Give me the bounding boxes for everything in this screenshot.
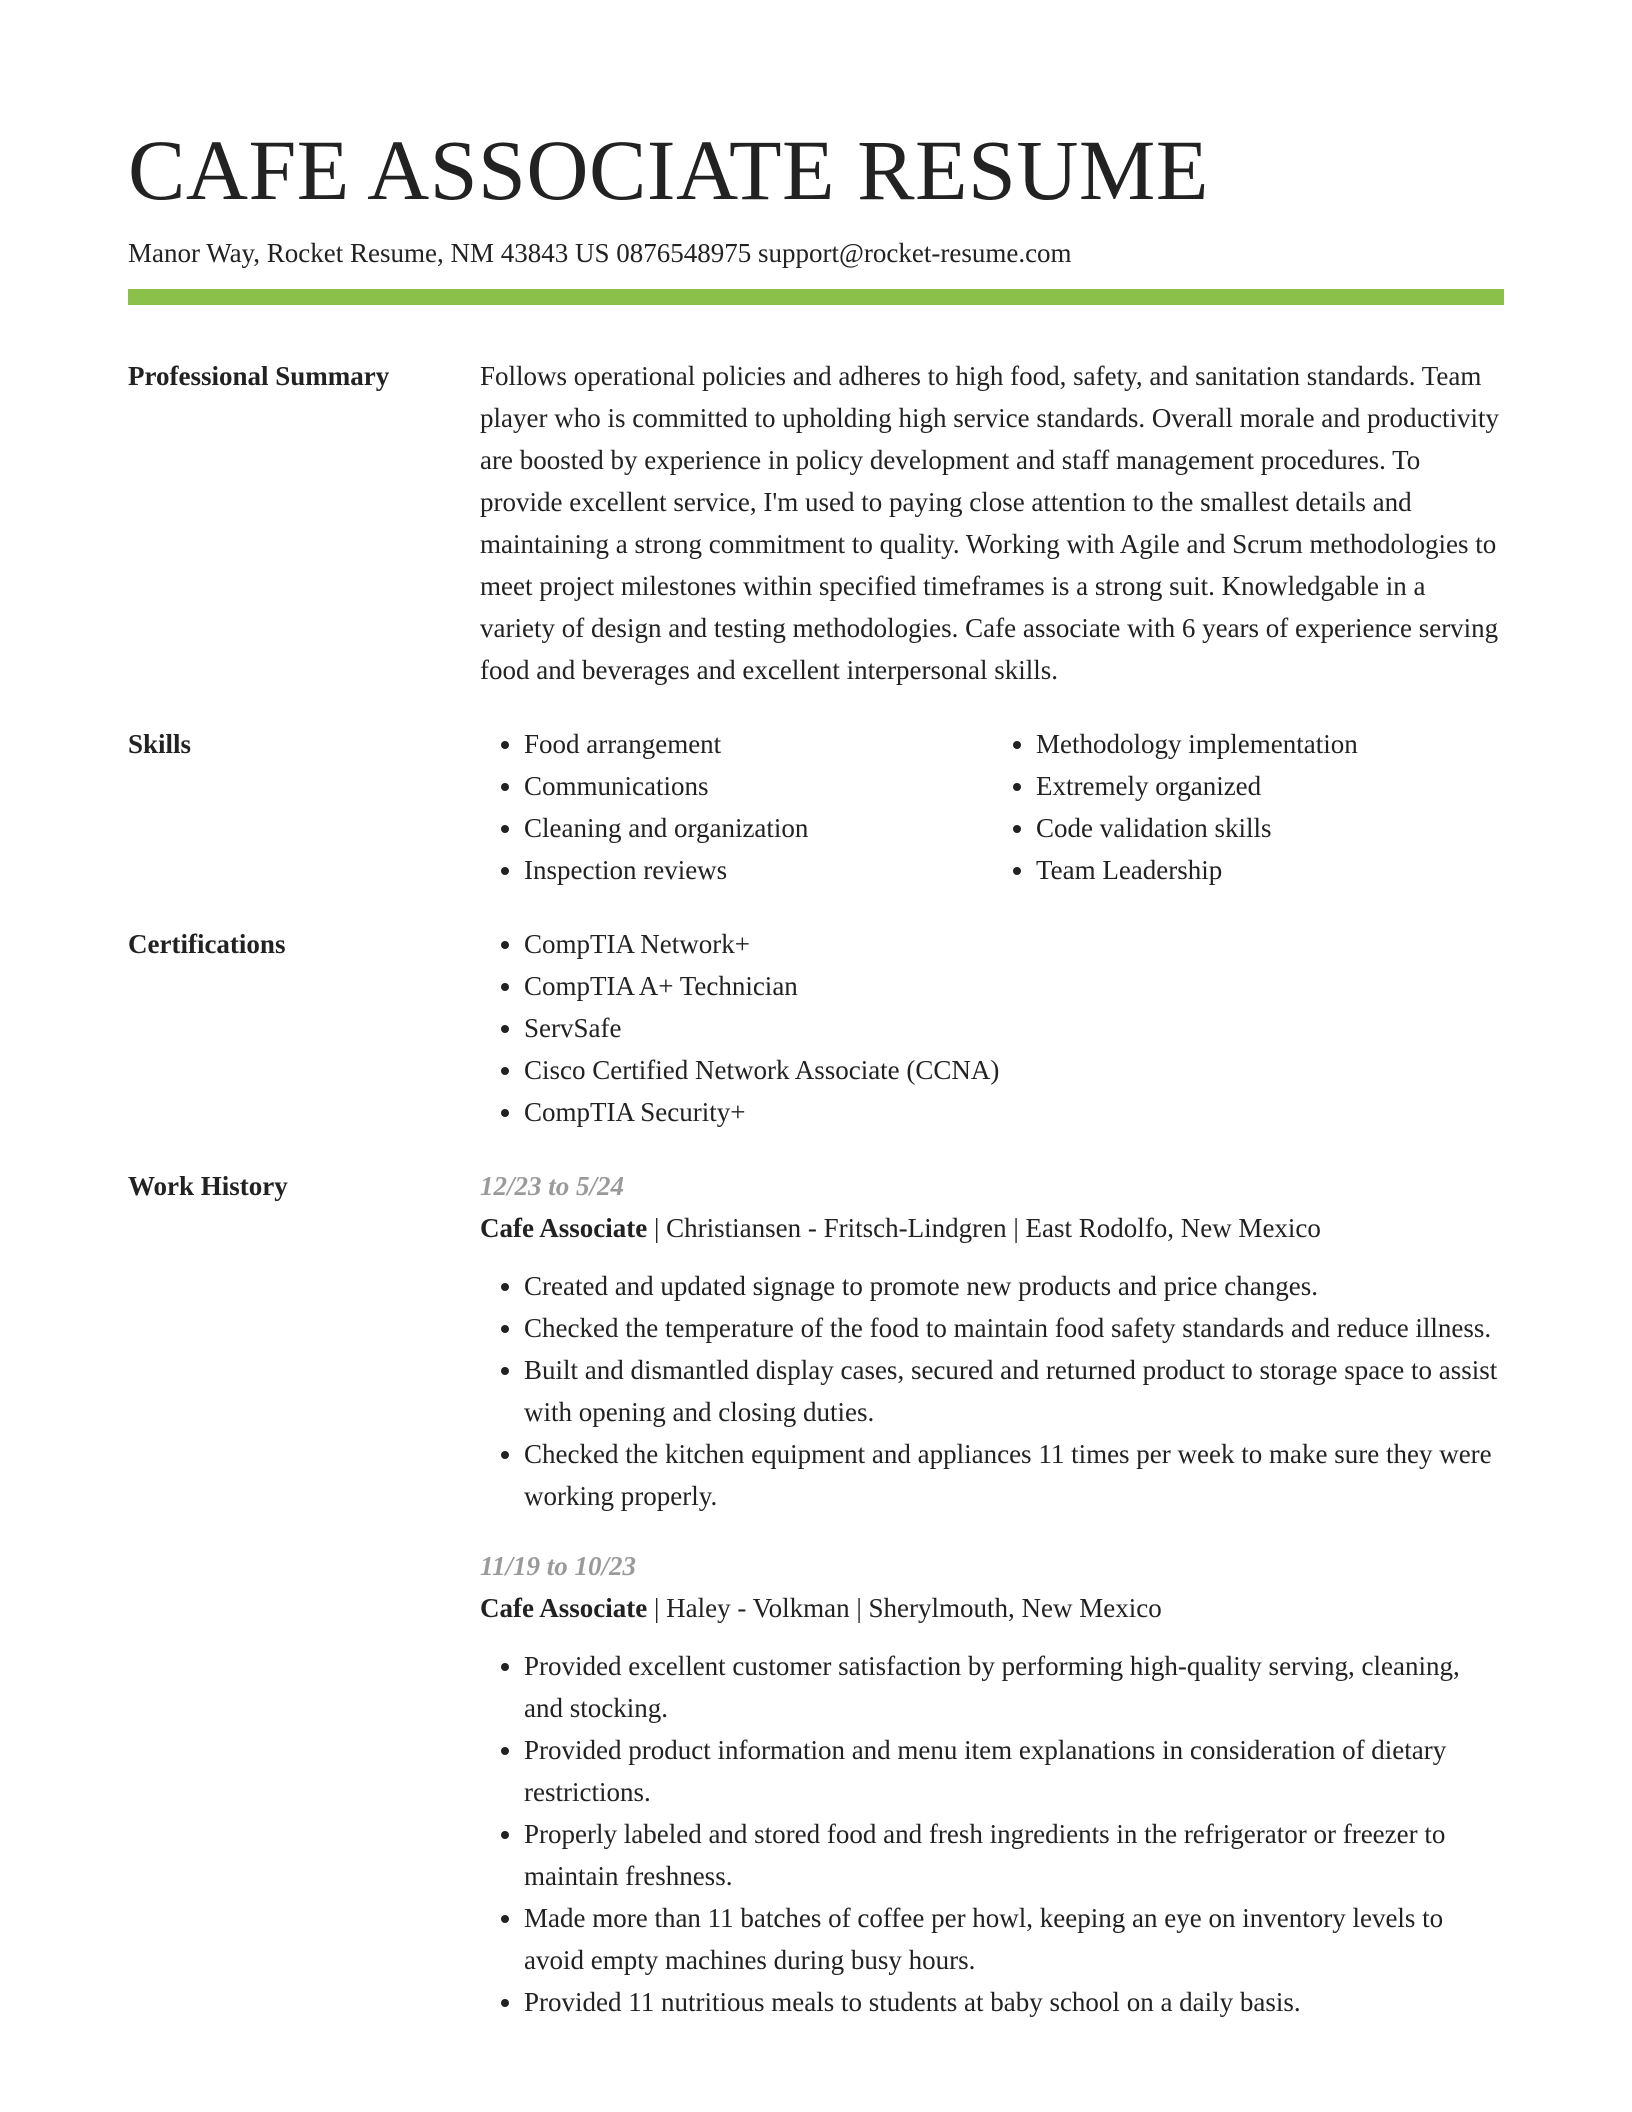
job-heading	[480, 1207, 1504, 1249]
skill-item: • Methodology implementation	[1036, 723, 1504, 765]
job-duty: • Provided excellent customer satisfaction by performing high-quality serving, cleaning, and stocking.	[524, 1645, 1504, 1729]
accent-divider	[128, 289, 1504, 305]
job-duties-list	[480, 1265, 1504, 1517]
section-label-summary: Professional Summary	[128, 361, 390, 391]
skill-item: • Code validation skills	[1036, 807, 1504, 849]
job-duty: • Made more than 11 batches of coffee per howl, keeping an eye on inventory levels to avoid empty machines during busy hours.	[524, 1897, 1504, 1981]
work-history-section	[128, 1165, 1504, 2023]
job-entry	[480, 1165, 1504, 1517]
skill-item: • Inspection reviews	[524, 849, 992, 891]
skill-item: • Team Leadership	[1036, 849, 1504, 891]
certification-item: • CompTIA Security+	[524, 1091, 1504, 1133]
resume-page	[128, 0, 1504, 2023]
job-dates: 12/23 to 5/24	[480, 1171, 625, 1201]
contact-info: Manor Way, Rocket Resume, NM 43843 US 0876548975 support@rocket-resume.com	[128, 238, 1072, 268]
summary-text: Follows operational policies and adheres to high food, safety, and sanitation standards. Team player who is committed to upholding high service standards. Overall morale and productivity are boosted by experience in policy development and staff management procedures. To provide excellent service, I'm used to paying close attention to the smallest details and maintaining a strong commitment to quality. Working with Agile and Scrum methodologies to meet project milestones within specified timeframes is a strong suit. Knowledgable in a variety of design and testing methodologies. Cafe associate with 6 years of experience serving food and beverages and excellent interpersonal skills.	[480, 361, 1500, 685]
certifications-section	[128, 923, 1504, 1133]
job-duty: • Checked the temperature of the food to maintain food safety standards and reduce illness.	[524, 1307, 1504, 1349]
certifications-list	[480, 923, 1504, 1133]
job-duties-list	[480, 1645, 1504, 2023]
skill-item: • Communications	[524, 765, 992, 807]
skill-item: • Extremely organized	[1036, 765, 1504, 807]
section-label-certifications: Certifications	[128, 929, 286, 959]
section-label-work-history: Work History	[128, 1171, 288, 1201]
job-duty: • Provided 11 nutritious meals to students at baby school on a daily basis.	[524, 1981, 1504, 2023]
work-history-body	[480, 1165, 1504, 2023]
skills-body	[480, 723, 1504, 891]
section-label-skills: Skills	[128, 729, 192, 759]
job-employer-location: | Christiansen - Fritsch-Lindgren | East Rodolfo, New Mexico	[647, 1213, 1321, 1243]
skills-list-left	[480, 723, 992, 891]
certification-item: • ServSafe	[524, 1007, 1504, 1049]
skills-list-right	[992, 723, 1504, 891]
job-entry	[480, 1545, 1504, 2023]
skills-section	[128, 723, 1504, 891]
certification-item: • Cisco Certified Network Associate (CCNA)	[524, 1049, 1504, 1091]
certification-item: • CompTIA Network+	[524, 923, 1504, 965]
job-title: Cafe Associate	[480, 1213, 648, 1243]
job-duty: • Provided product information and menu item explanations in consideration of dietary restrictions.	[524, 1729, 1504, 1813]
summary-body	[480, 355, 1504, 691]
job-title: Cafe Associate	[480, 1593, 648, 1623]
skill-item: • Food arrangement	[524, 723, 992, 765]
job-employer-location: | Haley - Volkman | Sherylmouth, New Mexico	[647, 1593, 1162, 1623]
job-duty: • Created and updated signage to promote new products and price changes.	[524, 1265, 1504, 1307]
skill-item: • Cleaning and organization	[524, 807, 992, 849]
job-duty: • Checked the kitchen equipment and appliances 11 times per week to make sure they were working properly.	[524, 1433, 1504, 1517]
job-duty: • Properly labeled and stored food and fresh ingredients in the refrigerator or freezer to maintain freshness.	[524, 1813, 1504, 1897]
professional-summary-section	[128, 355, 1504, 691]
job-duty: • Built and dismantled display cases, secured and returned product to storage space to assist with opening and closing duties.	[524, 1349, 1504, 1433]
certifications-body	[480, 923, 1504, 1133]
certification-item: • CompTIA A+ Technician	[524, 965, 1504, 1007]
job-dates: 11/19 to 10/23	[480, 1551, 637, 1581]
job-heading	[480, 1587, 1504, 1629]
resume-title: CAFE ASSOCIATE RESUME	[128, 122, 1209, 218]
